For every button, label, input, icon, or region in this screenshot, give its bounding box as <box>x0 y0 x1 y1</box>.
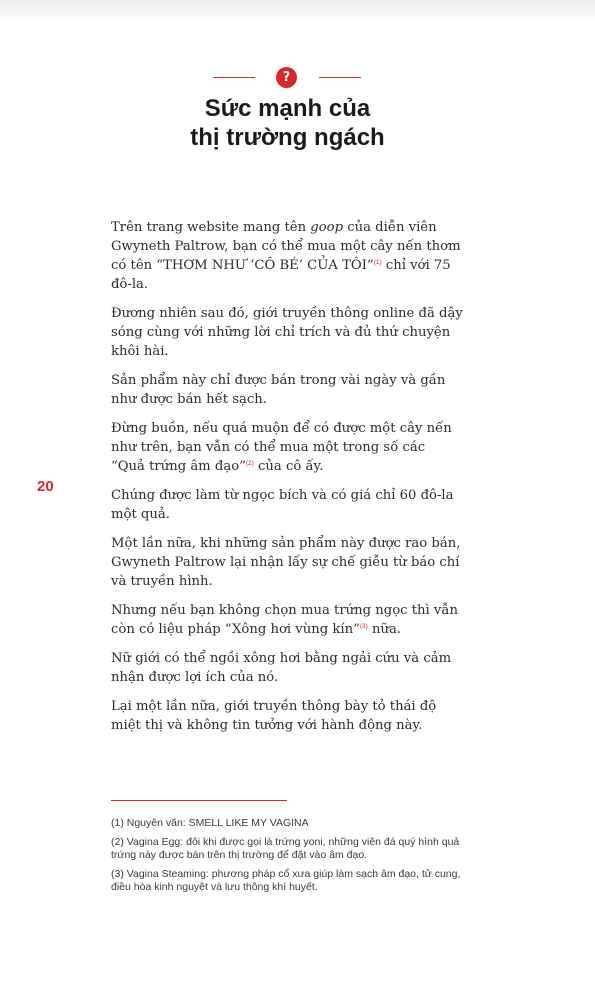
title-line-2: thị trường ngách <box>190 124 385 151</box>
body-text <box>111 218 463 745</box>
paragraph: Chúng được làm từ ngọc bích và có giá chỉ 60 đô-la một quả. <box>111 488 454 522</box>
paragraph: Nhưng nếu bạn không chọn mua trứng ngọc thì vẫn còn có liệu pháp “Xông hơi vùng kín”$^{(3)}$ nữa. <box>111 603 458 637</box>
paragraph: Sản phẩm này chỉ được bán trong vài ngày và gần như được bán hết sạch. <box>111 373 446 407</box>
ornament-line-left <box>213 77 255 78</box>
footnote-ref[interactable]: (1) <box>373 259 382 266</box>
page-number: 20 <box>37 478 54 495</box>
paragraph: Nữ giới có thể ngồi xông hơi bằng ngải cứu và cảm nhận được lợi ích của nó. <box>111 651 452 685</box>
page-title <box>100 94 475 152</box>
footnote-ref[interactable]: (2) <box>245 460 254 467</box>
page-top-shadow <box>0 0 595 22</box>
paragraph: Đương nhiên sau đó, giới truyền thông online đã dậy sóng cùng với những lời chỉ trích và đủ thứ chuyện khôi hài. <box>111 306 463 359</box>
footnote-item: (3) Vagina Steaming: phương pháp cổ xưa giúp làm sạch âm đạo, tử cung, điều hòa kinh nguyệt và lưu thông khí huyết. <box>111 867 461 893</box>
paragraph: Trên trang website mang tên goop của diễn viên Gwyneth Paltrow, bạn có thể mua một cây nến thơm có tên “THƠM NHƯ ‘CÔ BÉ’ CỦA TÔI”$^{(1)}$ chỉ với 75 đô-la. <box>111 220 461 292</box>
footnotes <box>111 817 467 900</box>
paragraph: Lại một lần nữa, giới truyền thông bày tỏ thái độ miệt thị và không tin tưởng với hành động này. <box>111 699 437 733</box>
ornament-line-right <box>319 77 361 78</box>
footnote-item: (1) Nguyên văn: SMELL LIKE MY VAGINA <box>111 817 309 829</box>
paragraph: Một lần nữa, khi những sản phẩm này được rao bán, Gwyneth Paltrow lại nhận lấy sự chế giễu từ báo chí và truyền hình. <box>111 536 461 589</box>
footnote-ref[interactable]: (3) <box>359 623 368 630</box>
title-line-1: Sức mạnh của <box>204 95 371 122</box>
footnote-divider <box>111 800 287 801</box>
question-mark-icon: ? <box>276 67 297 88</box>
paragraph: Đừng buồn, nếu quá muộn để có được một cây nến như trên, bạn vẫn có thể mua một trong số các “Quả trứng âm đạo”$^{(2)}$ của cô ấy. <box>111 421 452 474</box>
emphasis: goop <box>310 220 344 235</box>
heading-ornament <box>213 67 361 89</box>
footnote-item: (2) Vagina Egg: đôi khi được gọi là trứng yoni, những viên đá quý hình quả trứng này được bán trên thị trường để đặt vào âm đạo. <box>111 835 460 861</box>
